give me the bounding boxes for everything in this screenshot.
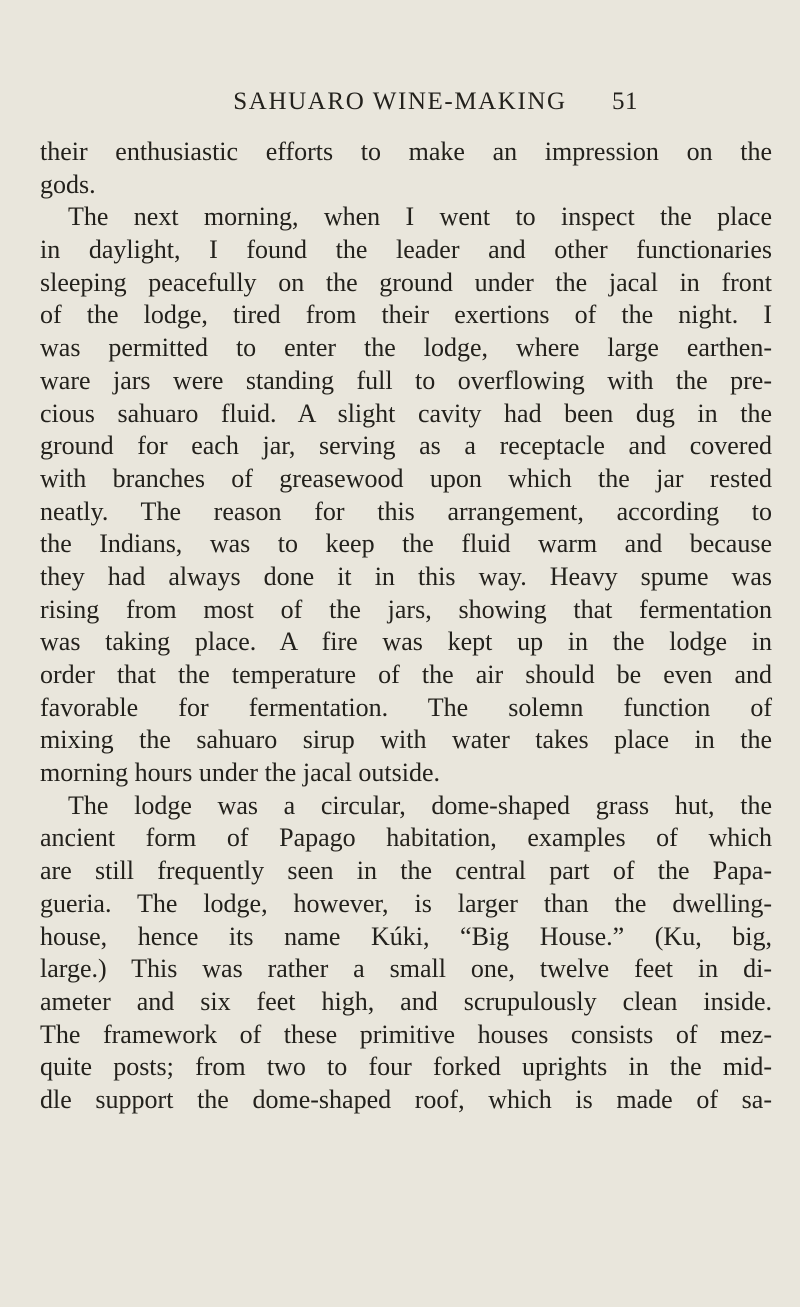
page-number: 51 — [612, 88, 638, 115]
body-text — [40, 136, 772, 1117]
text-line: ameter and six feet high, and scrupulously clean inside. — [40, 986, 772, 1016]
text-line: was taking place. A fire was kept up in the lodge in — [40, 627, 772, 657]
text-line: they had always done it in this way. Heavy spume was — [40, 561, 772, 591]
text-line: favorable for fermentation. The solemn function of — [40, 692, 772, 722]
text-line: house, hence its name Kúki, “Big House.” (Ku, big, — [40, 921, 772, 951]
text-line: gueria. The lodge, however, is larger than the dwelling- — [40, 888, 772, 918]
text-line: rising from most of the jars, showing that fermentation — [40, 594, 772, 624]
text-line: their enthusiastic efforts to make an impression on the — [40, 137, 772, 166]
text-line: quite posts; from two to four forked uprights in the mid- — [40, 1052, 772, 1082]
text-line: ground for each jar, serving as a receptacle and covered — [40, 431, 772, 461]
text-line: The framework of these primitive houses consists of mez- — [40, 1019, 772, 1049]
text-line: ware jars were standing full to overflowing with the pre- — [40, 365, 772, 395]
text-line: morning hours under the jacal outside. — [40, 758, 441, 788]
text-line: The lodge was a circular, dome-shaped grass hut, the — [68, 790, 772, 820]
text-line: with branches of greasewood upon which the jar rested — [40, 463, 772, 493]
text-line: sleeping peacefully on the ground under the jacal in front — [40, 267, 772, 297]
text-line: of the lodge, tired from their exertions of the night. I — [40, 300, 772, 330]
text-line: cious sahuaro fluid. A slight cavity had been dug in the — [40, 398, 772, 428]
text-line: mixing the sahuaro sirup with water takes place in the — [40, 725, 772, 755]
text-line: are still frequently seen in the central part of the Papa- — [40, 856, 772, 886]
text-line: neatly. The reason for this arrangement, according to — [40, 496, 772, 526]
text-line: large.) This was rather a small one, twelve feet in di- — [40, 954, 772, 984]
text-line: order that the temperature of the air should be even and — [40, 660, 772, 689]
text-line: dle support the dome-shaped roof, which is made of sa- — [40, 1084, 772, 1114]
running-head: SAHUARO WINE-MAKING — [233, 88, 567, 115]
text-line: the Indians, was to keep the fluid warm and because — [40, 529, 772, 559]
text-line: The next morning, when I went to inspect the place — [68, 202, 772, 232]
text-line: ancient form of Papago habitation, examples of which — [40, 823, 772, 853]
text-line: in daylight, I found the leader and other functionaries — [40, 235, 772, 265]
text-line: gods. — [40, 169, 96, 199]
text-line: was permitted to enter the lodge, where large earthen- — [40, 333, 772, 363]
